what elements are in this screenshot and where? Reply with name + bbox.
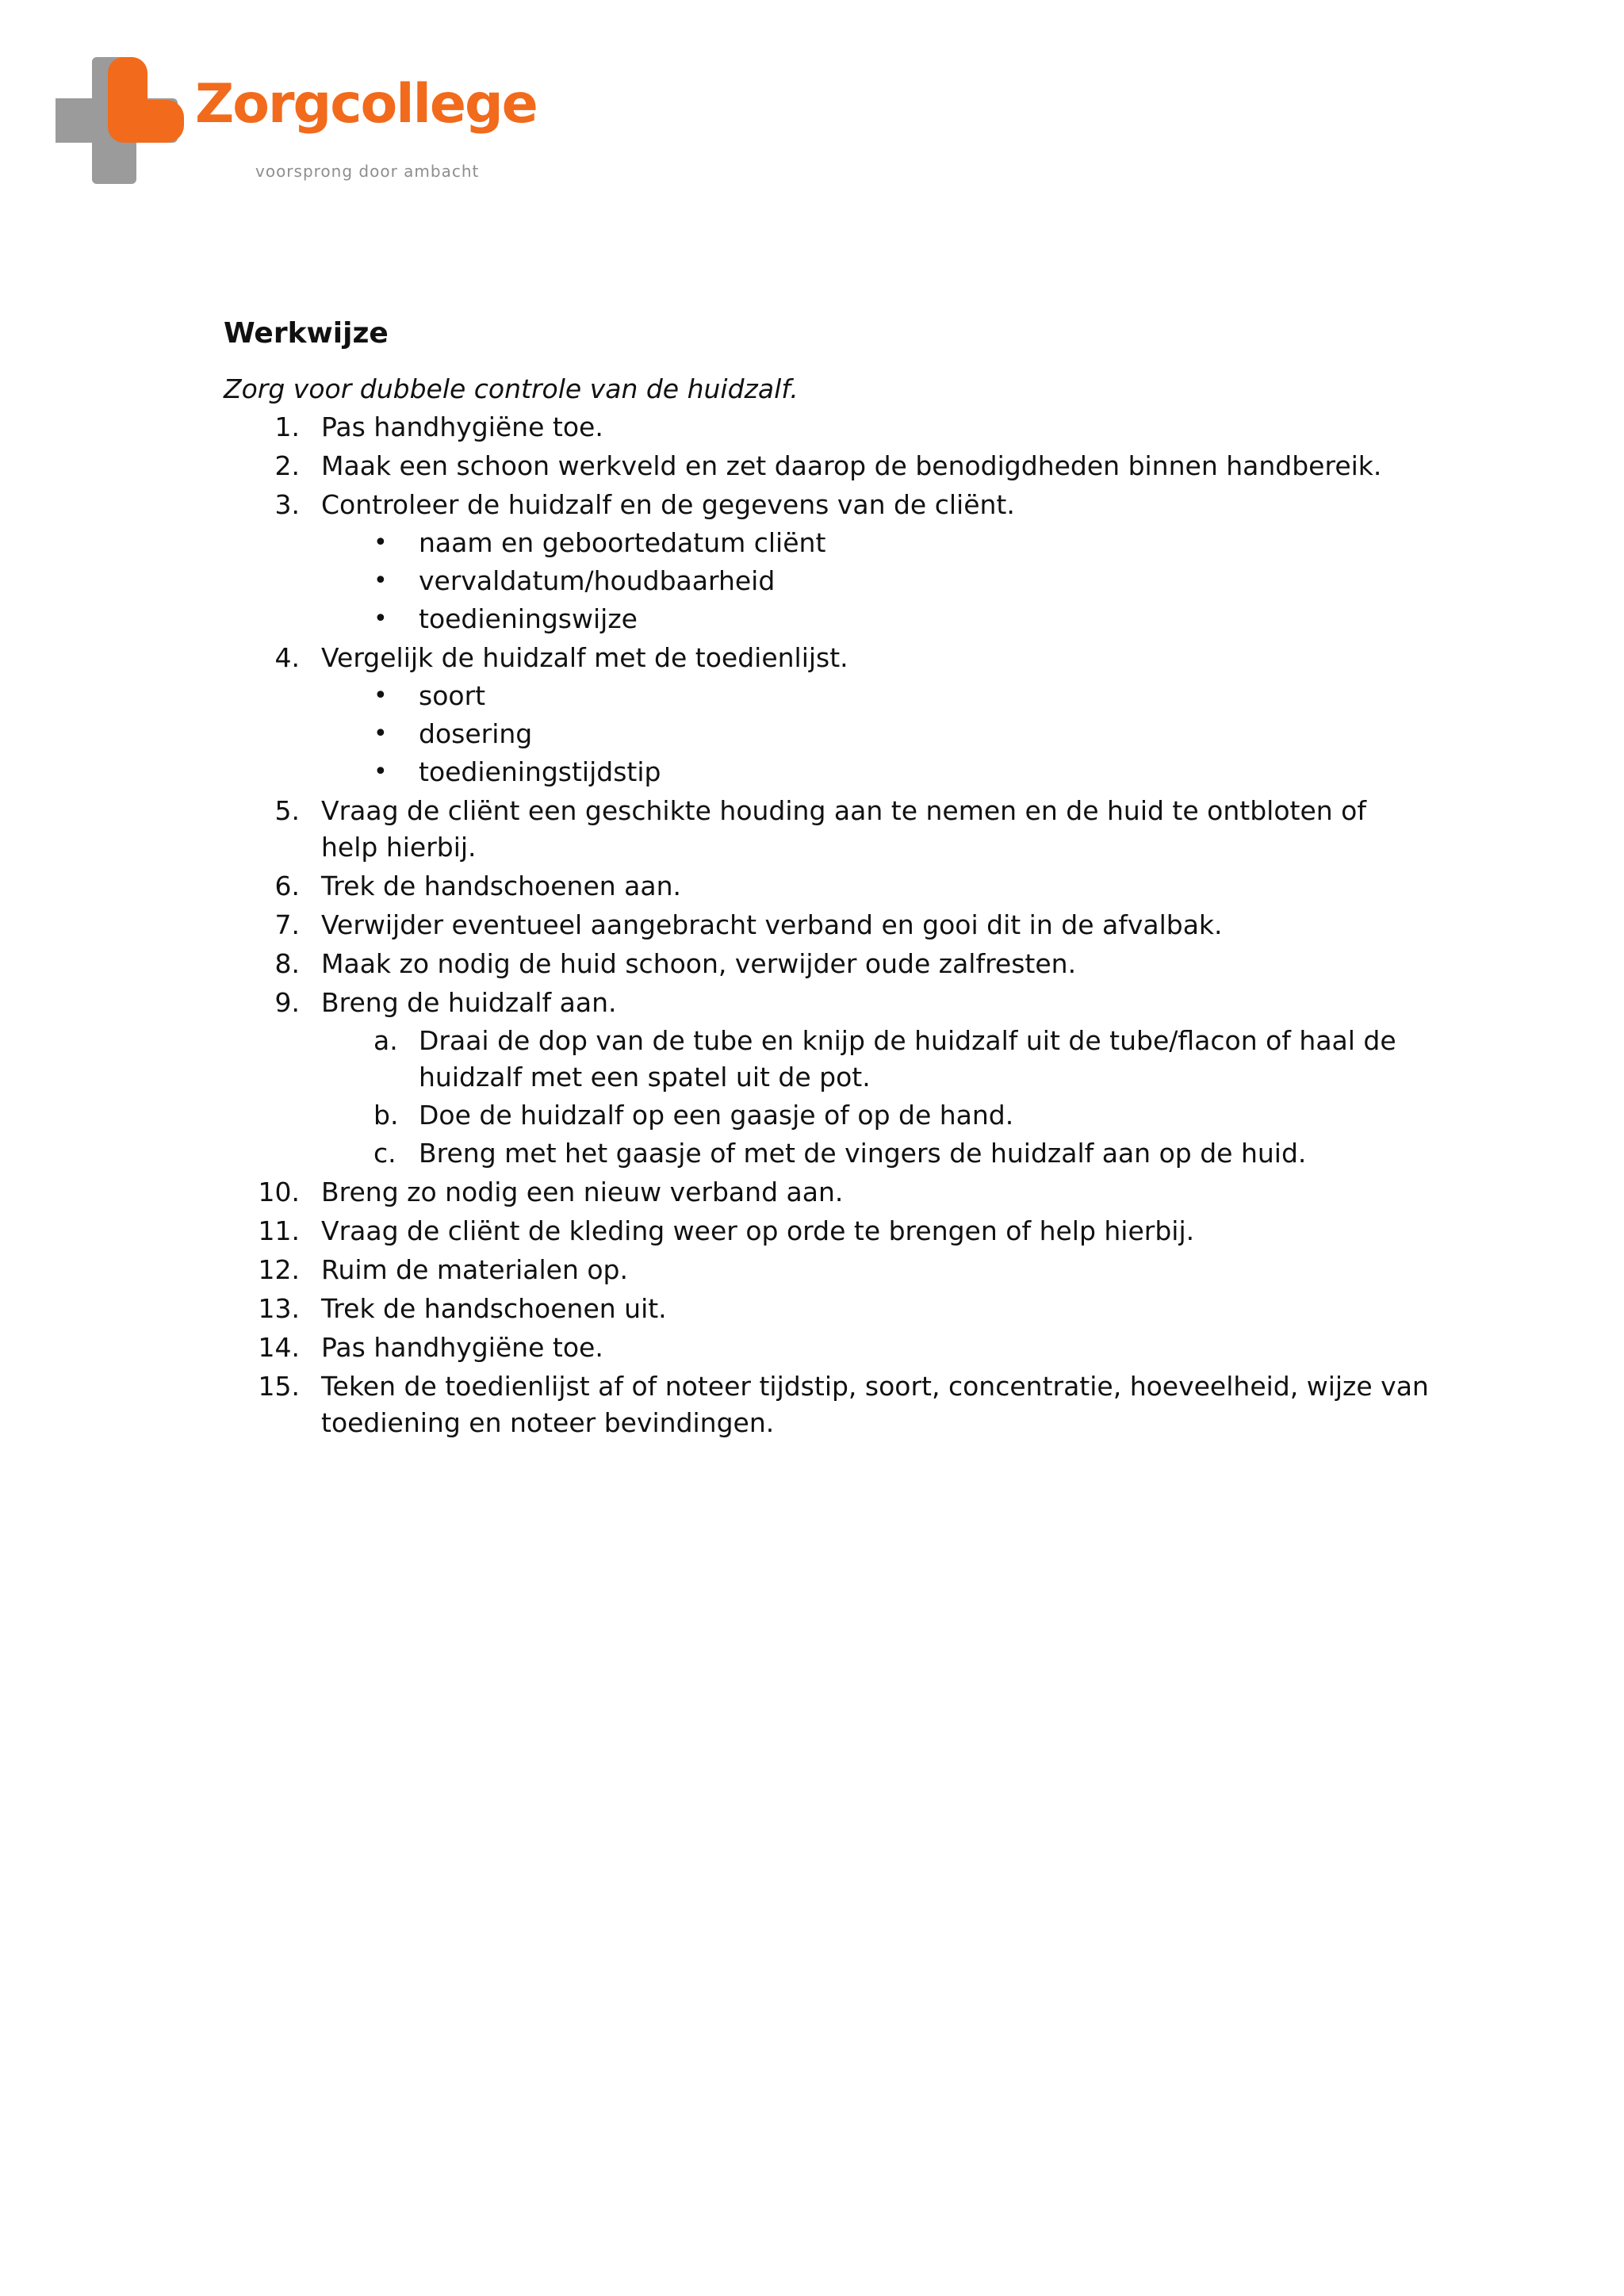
step-text: Teken de toedienlijst af of noteer tijdstip, soort, concentratie, hoeveelheid, wijze van toediening en noteer bevindingen. (321, 1371, 1429, 1438)
substep-letter: b. (373, 1100, 399, 1131)
document-body (224, 314, 1429, 1444)
step-text: Vraag de cliënt de kleding weer op orde te brengen of help hierbij. (321, 1215, 1195, 1246)
bullet-text: soort (419, 680, 486, 711)
bullet-list (321, 678, 1429, 790)
steps-list (224, 409, 1429, 1441)
substep-item (321, 1097, 1429, 1134)
step-text: Vraag de cliënt een geschikte houding aan te nemen en de huid te ontbloten of help hierbij. (321, 795, 1366, 863)
cross-icon (56, 57, 189, 186)
substep-text: Doe de huidzalf op een gaasje of op de hand. (419, 1100, 1014, 1131)
step-number: 6. (274, 871, 300, 901)
step-text: Trek de handschoenen uit. (321, 1293, 667, 1324)
list-item (224, 1368, 1429, 1441)
bullet-text: naam en geboortedatum cliënt (419, 527, 826, 558)
step-text: Controleer de huidzalf en de gegevens van de cliënt. (321, 489, 1015, 520)
list-item (224, 1213, 1429, 1249)
step-number: 2. (274, 450, 300, 481)
logo-name: Zorgcollege (195, 73, 537, 136)
bullet-item (321, 601, 1429, 637)
step-text: Pas handhygiëne toe. (321, 1332, 603, 1363)
bullet-item (321, 678, 1429, 714)
step-text: Maak een schoon werkveld en zet daarop de benodigdheden binnen handbereik. (321, 450, 1382, 481)
substep-list (321, 1023, 1429, 1172)
step-text: Verwijder eventueel aangebracht verband en gooi dit in de afvalbak. (321, 909, 1223, 940)
step-number: 3. (274, 489, 300, 520)
section-heading: Werkwijze (224, 317, 389, 350)
bullet-item (321, 716, 1429, 752)
bullet-text: dosering (419, 718, 533, 749)
substep-text: Breng met het gaasje of met de vingers de huidzalf aan op de huid. (419, 1138, 1307, 1169)
substep-item (321, 1135, 1429, 1172)
bullet-icon: • (373, 720, 388, 748)
step-number: 10. (258, 1177, 300, 1207)
bullet-text: toedieningstijdstip (419, 756, 661, 787)
step-number: 12. (258, 1254, 300, 1285)
list-item (224, 1252, 1429, 1288)
list-item (224, 1291, 1429, 1327)
intro-text: Zorg voor dubbele controle van de huidzalf. (224, 373, 799, 404)
list-item (224, 448, 1429, 484)
step-number: 14. (258, 1332, 300, 1363)
bullet-icon: • (373, 758, 388, 786)
step-number: 13. (258, 1293, 300, 1324)
bullet-text: vervaldatum/houdbaarheid (419, 565, 776, 596)
zorgcollege-logo (56, 57, 537, 192)
step-number: 7. (274, 909, 300, 940)
list-item (224, 409, 1429, 446)
list-item (224, 1174, 1429, 1211)
bullet-list (321, 525, 1429, 637)
bullet-text: toedieningswijze (419, 603, 638, 634)
bullet-item (321, 754, 1429, 790)
step-text: Vergelijk de huidzalf met de toedienlijst. (321, 642, 848, 673)
bullet-icon: • (373, 605, 388, 633)
substep-item (321, 1023, 1429, 1096)
step-text: Pas handhygiëne toe. (321, 411, 603, 442)
step-number: 11. (258, 1215, 300, 1246)
step-text: Trek de handschoenen aan. (321, 871, 682, 901)
bullet-item (321, 563, 1429, 599)
step-text: Maak zo nodig de huid schoon, verwijder oude zalfresten. (321, 948, 1077, 979)
bullet-item (321, 525, 1429, 561)
step-number: 9. (274, 987, 300, 1018)
logo-tagline: voorsprong door ambacht (255, 162, 480, 181)
step-number: 4. (274, 642, 300, 673)
bullet-icon: • (373, 529, 388, 557)
list-item (224, 1330, 1429, 1366)
bullet-icon: • (373, 682, 388, 710)
list-item (224, 985, 1429, 1172)
step-text: Ruim de materialen op. (321, 1254, 628, 1285)
list-item (224, 907, 1429, 943)
list-item (224, 946, 1429, 982)
step-number: 1. (274, 411, 300, 442)
bullet-icon: • (373, 567, 388, 595)
step-number: 5. (274, 795, 300, 826)
substep-letter: a. (373, 1025, 398, 1056)
substep-letter: c. (373, 1138, 396, 1169)
step-text: Breng de huidzalf aan. (321, 987, 617, 1018)
list-item (224, 487, 1429, 637)
step-number: 15. (258, 1371, 300, 1402)
step-number: 8. (274, 948, 300, 979)
list-item (224, 640, 1429, 790)
step-text: Breng zo nodig een nieuw verband aan. (321, 1177, 844, 1207)
list-item (224, 793, 1429, 866)
list-item (224, 868, 1429, 905)
substep-text: Draai de dop van de tube en knijp de huidzalf uit de tube/flacon of haal de huidzalf met een spatel uit de pot. (419, 1025, 1396, 1093)
